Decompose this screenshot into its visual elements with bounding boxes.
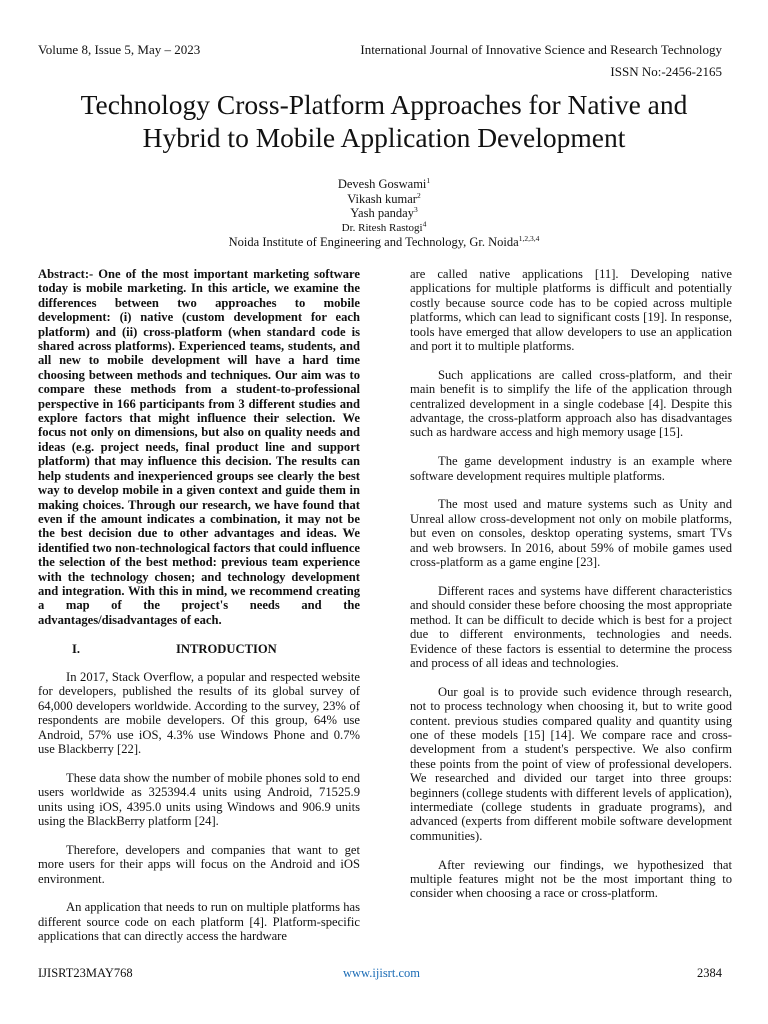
paragraph: Different races and systems have different characteristics and should consider these before choosing the most appropriate method. It can be difficult to decide which is best for a project due to different environments, technologies and needs. Evidence of these factors is essential to determine the process and process of all ideas and technologies.: [410, 583, 732, 670]
section-number: I.: [72, 641, 81, 656]
author-4: Dr. Ritesh Rastogi$^4$: [341, 218, 427, 234]
section-title: INTRODUCTION: [176, 641, 277, 656]
volume-issue: Volume 8, Issue 5, May – 2023: [38, 42, 201, 57]
journal-name: International Journal of Innovative Science and Research Technology: [360, 42, 722, 57]
author-1: Devesh Goswami$^1$: [337, 175, 431, 191]
journal-url-link[interactable]: www.ijisrt.com: [343, 966, 420, 980]
issn: ISSN No:-2456-2165: [610, 64, 722, 79]
author-3: Yash panday$^3$: [350, 204, 418, 220]
paragraph: Therefore, developers and companies that want to get more users for their apps will focus on the Android and iOS environment.: [38, 842, 360, 886]
page-number: 2384: [697, 966, 722, 980]
paragraph: In 2017, Stack Overflow, a popular and respected website for developers, published the results of its global survey of 64,000 developers worldwide. According to the survey, 23% of respondents are mobile developers. Of this group, 64% use Android, 57% use iOS, 4.3% use Windows Phone and 0.7% use Blackberry [22].: [38, 669, 360, 756]
right-column: [410, 267, 732, 915]
paragraph: The game development industry is an example where software development requires multiple platforms.: [410, 454, 732, 483]
affiliation: Noida Institute of Engineering and Technology, Gr. Noida$^{1,2,3,4}$: [228, 233, 540, 249]
section-heading: [38, 642, 360, 656]
abstract: Abstract:- One of the most important marketing software today is mobile marketing. In this article, we examine the differences between two approaches to mobile development: (i) native (custom development for each platform) and (ii) cross-platform (when standard code is shared across platforms). Experienced teams, students, and all new to mobile development will have a hard time choosing between methods and techniques. Our aim was to compare these methods from a student-to-professional perspective in 166 participants from 3 different studies and explore factors that might influence their selection. We focus not only on dimensions, but also on quality needs and ideas (e.g. project needs, final product line and support platform) that may influence this decision. The results can help students and inexperienced groups see clearly the best way to develop mobile in a given context and guide them in making choices. Through our research, we have found that even if the amount indicates a combination, it may not be the best decision due to other advantages and ideas. We identified two non-technological factors that could influence the selection of the best method: previous team experience with the technology chosen; and technology development and integration. With this in mind, we recommend creating a map of the project's needs and the advantages/disadvantages of each.: [38, 267, 360, 627]
paragraph: Such applications are called cross-platform, and their main benefit is to simplify the life of the application through centralized development in a single codebase [4]. Despite this advantage, the cross-platform approach also has disadvantages such as hardware access and high memory usage [15].: [410, 367, 732, 440]
paragraph: are called native applications [11]. Developing native applications for multiple platforms is difficult and potentially costly because source code has to be copied across multiple platforms, which can lead to significant costs [19]. In response, tools have emerged that allow developers to use an application and port it to multiple platforms.: [410, 267, 732, 354]
paragraph: These data show the number of mobile phones sold to end users worldwide as 325394.4 units using Android, 71525.9 units using iOS, 4395.0 units using Windows and 906.9 units using the BlackBerry platform [24].: [38, 770, 360, 828]
left-column: [38, 267, 360, 958]
paper-title: Technology Cross-Platform Approaches for Native and Hybrid to Mobile Application Development: [80, 89, 688, 153]
author-block: [40, 177, 728, 250]
author-2: Vikash kumar$^2$: [347, 190, 421, 206]
paragraph: An application that needs to run on multiple platforms has different source code on each platform [4]. Platform-specific applications that can directly access the hardware: [38, 900, 360, 944]
paragraph: After reviewing our findings, we hypothesized that multiple features might not be the most important thing to consider when choosing a race or cross-platform.: [410, 857, 732, 901]
paragraph: Our goal is to provide such evidence through research, not to process technology when choosing it, but to write good content. previous studies compared quality and quantity using one of these models [15] [14]. We compare race and cross-development from a student's perspective. We also confirm these points from the point of view of professional developers. We researched and divided our target into three groups: beginners (college students with different levels of application), intermediate (college students in graduate programs), and advanced (experts from different mobile software development communities).: [410, 684, 732, 843]
paper-id: IJISRT23MAY768: [38, 966, 133, 980]
paragraph: The most used and mature systems such as Unity and Unreal allow cross-development not only on mobile platforms, but even on consoles, desktop operating systems, smart TVs and web browsers. In 2016, about 59% of mobile games used cross-platform as a game engine [23].: [410, 497, 732, 570]
